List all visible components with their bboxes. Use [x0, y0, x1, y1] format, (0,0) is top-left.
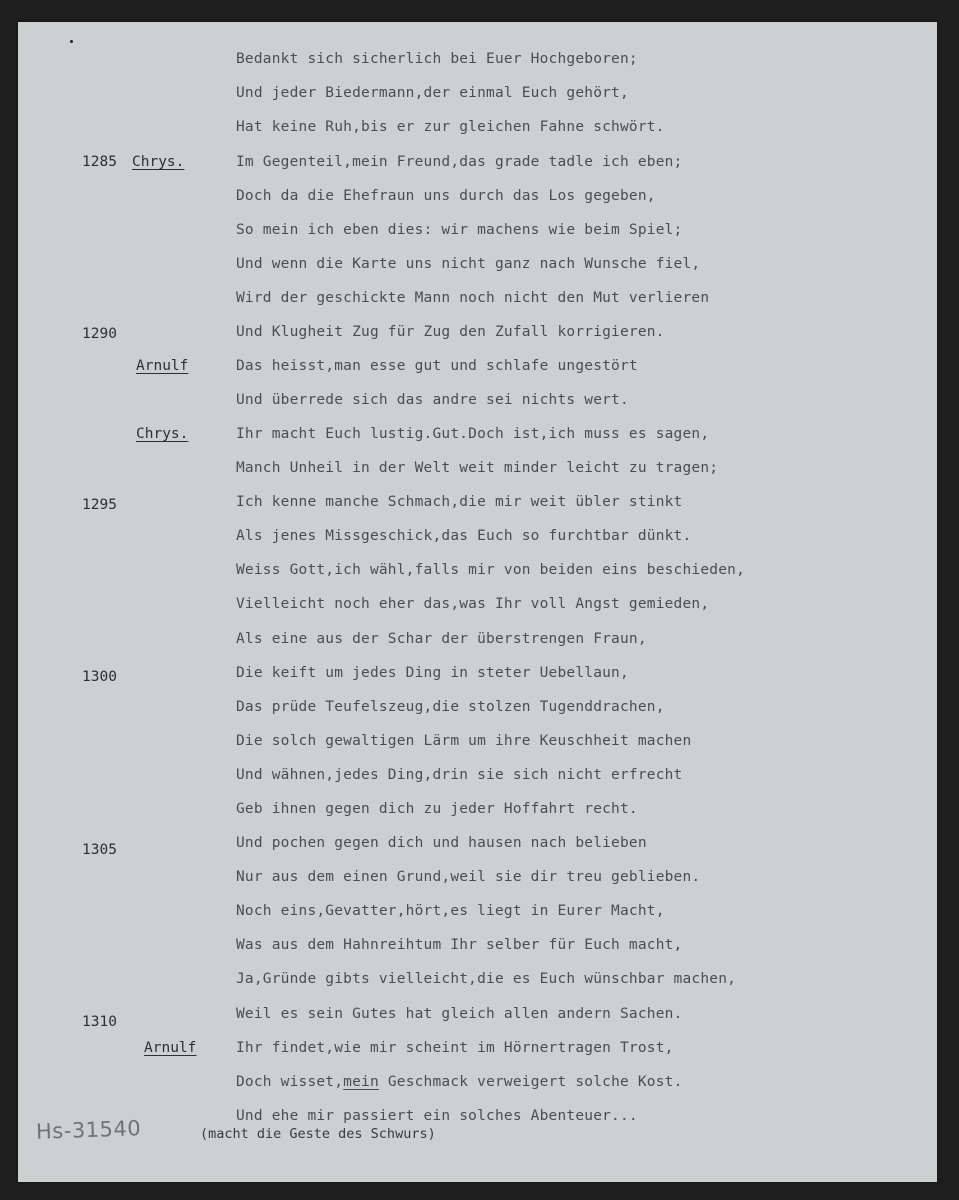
verse-line: Und Klugheit Zug für Zug den Zufall korrigieren. [236, 324, 665, 340]
verse-line: Vielleicht noch eher das,was Ihr voll Angst gemieden, [236, 596, 710, 612]
line-number: 1285 [82, 154, 117, 170]
speaker-label: Arnulf [144, 1040, 197, 1056]
verse-line: Und überrede sich das andre sei nichts wert. [236, 392, 629, 408]
line-number: 1300 [82, 669, 117, 685]
verse-line: Ihr macht Euch lustig.Gut.Doch ist,ich muss es sagen, [236, 426, 710, 442]
verse-line [236, 1074, 683, 1090]
verse-line: Ja,Gründe gibts vielleicht,die es Euch wünschbar machen, [236, 971, 737, 987]
verse-line: So mein ich eben dies: wir machens wie beim Spiel; [236, 222, 683, 238]
verse-line: Das prüde Teufelszeug,die stolzen Tugenddrachen, [236, 699, 665, 715]
archive-shelfmark: Hs-31540 [35, 1116, 142, 1144]
verse-line: Das heisst,man esse gut und schlafe ungestört [236, 358, 638, 374]
line-number: 1310 [82, 1014, 117, 1030]
speaker-label: Chrys. [136, 426, 189, 442]
verse-line: Manch Unheil in der Welt weit minder leicht zu tragen; [236, 460, 719, 476]
verse-line: Doch da die Ehefraun uns durch das Los gegeben, [236, 188, 656, 204]
verse-line: Ihr findet,wie mir scheint im Hörnertragen Trost, [236, 1040, 674, 1056]
speaker-label: Arnulf [136, 358, 189, 374]
verse-line: Die keift um jedes Ding in steter Uebellaun, [236, 665, 629, 681]
verse-line: Und wenn die Karte uns nicht ganz nach Wunsche fiel, [236, 256, 701, 272]
typescript-page [18, 22, 937, 1182]
verse-line: Und ehe mir passiert ein solches Abenteuer... [236, 1108, 638, 1124]
page-mark [70, 40, 73, 43]
verse-line: Noch eins,Gevatter,hört,es liegt in Eurer Macht, [236, 903, 665, 919]
line-number: 1290 [82, 326, 117, 342]
verse-line: Was aus dem Hahnreihtum Ihr selber für Euch macht, [236, 937, 683, 953]
verse-line: Ich kenne manche Schmach,die mir weit übler stinkt [236, 494, 683, 510]
line-number: 1295 [82, 497, 117, 513]
verse-line: Hat keine Ruh,bis er zur gleichen Fahne schwört. [236, 119, 665, 135]
verse-line: Weil es sein Gutes hat gleich allen andern Sachen. [236, 1006, 683, 1022]
verse-line: Und jeder Biedermann,der einmal Euch gehört, [236, 85, 629, 101]
verse-line-end: Geschmack verweigert solche Kost. [378, 1074, 683, 1090]
stage-direction: (macht die Geste des Schwurs) [200, 1126, 436, 1142]
verse-line: Als jenes Missgeschick,das Euch so furchtbar dünkt. [236, 528, 692, 544]
verse-line: Im Gegenteil,mein Freund,das grade tadle ich eben; [236, 154, 683, 170]
line-number: 1305 [82, 842, 117, 858]
verse-line: Die solch gewaltigen Lärm um ihre Keuschheit machen [236, 733, 692, 749]
verse-line: Als eine aus der Schar der überstrengen Fraun, [236, 631, 647, 647]
verse-line: Und wähnen,jedes Ding,drin sie sich nicht erfrecht [236, 767, 683, 783]
verse-line: Bedankt sich sicherlich bei Euer Hochgeboren; [236, 51, 638, 67]
verse-line: Und pochen gegen dich und hausen nach belieben [236, 835, 647, 851]
underlined-word: mein [343, 1074, 379, 1090]
verse-line: Weiss Gott,ich wähl,falls mir von beiden eins beschieden, [236, 562, 745, 578]
verse-line-start: Doch wisset, [236, 1074, 344, 1090]
verse-line: Nur aus dem einen Grund,weil sie dir treu geblieben. [236, 869, 701, 885]
verse-line: Geb ihnen gegen dich zu jeder Hoffahrt recht. [236, 801, 638, 817]
speaker-label: Chrys. [132, 154, 185, 170]
verse-line: Wird der geschickte Mann noch nicht den Mut verlieren [236, 290, 710, 306]
